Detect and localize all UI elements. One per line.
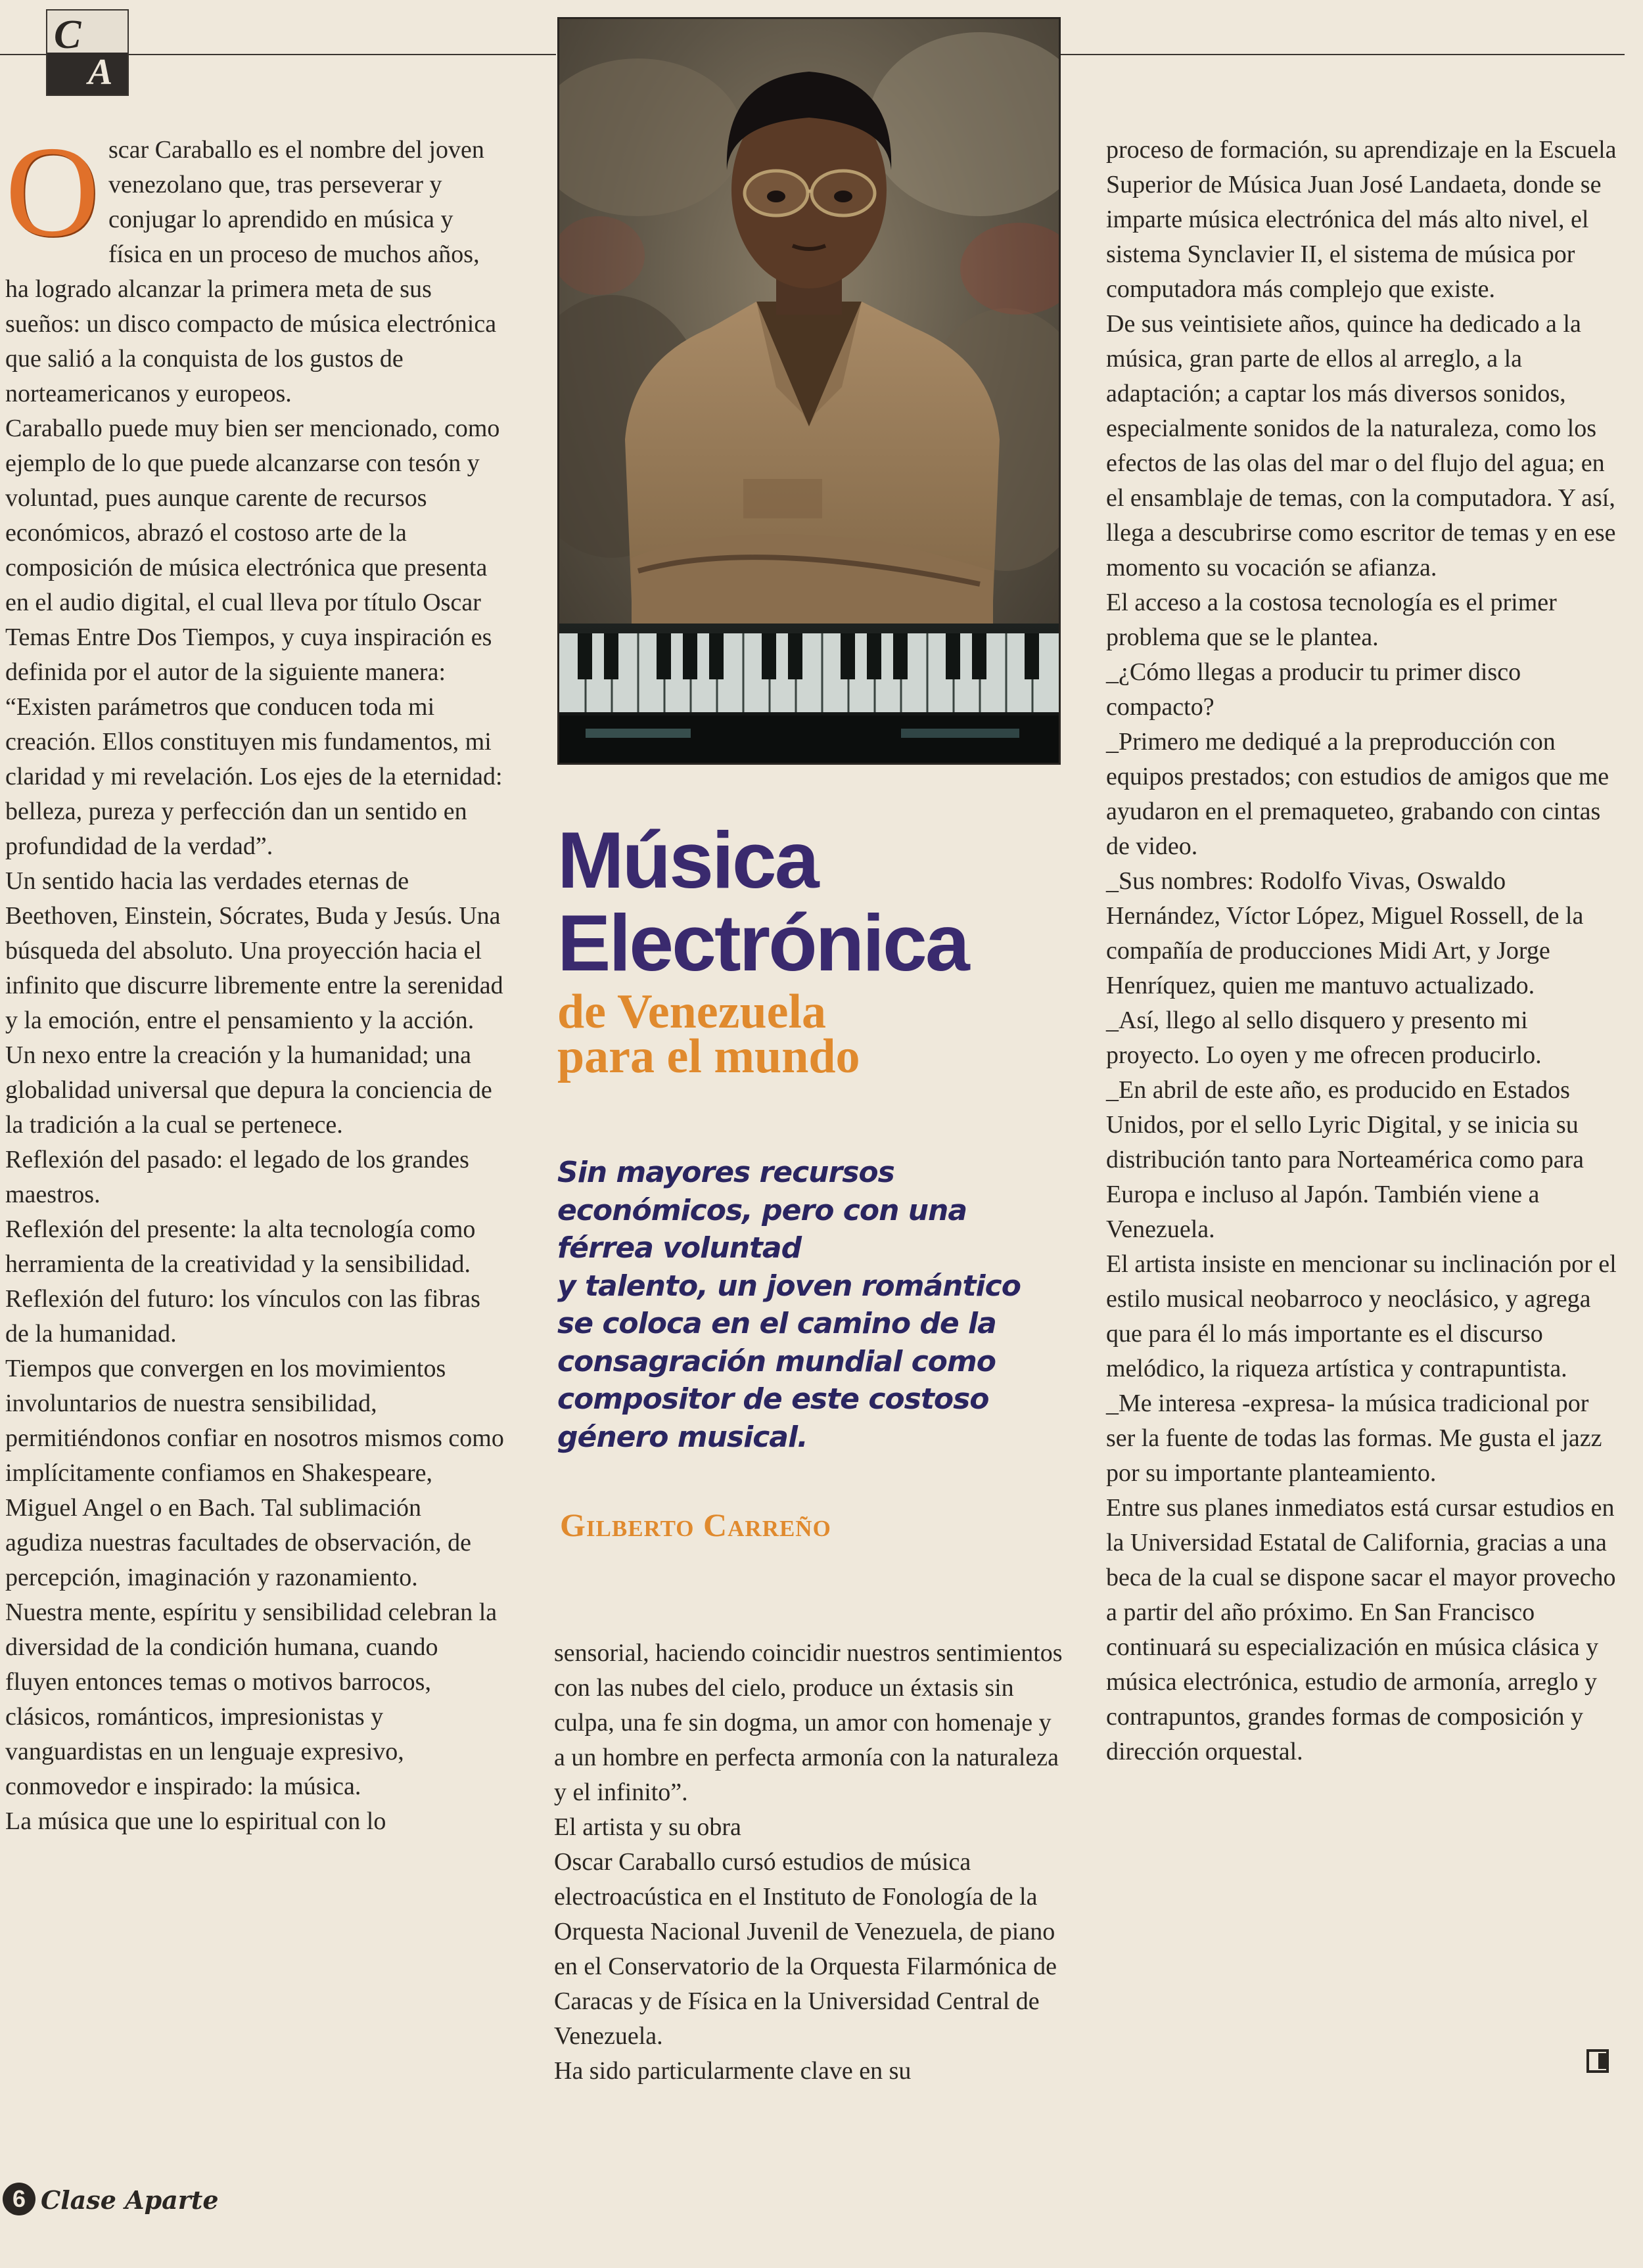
subtitle-line-2: para el mundo <box>557 1030 860 1083</box>
interview-answer: _Primero me dediqué a la preproducción con equipos prestados; con estudios de amigos que me ayudaron en el premaqueteo, grabando con cintas de video. <box>1106 728 1609 860</box>
subtitle-line-1: de Venezuela <box>557 985 827 1039</box>
article-column-3 <box>1106 133 1619 1769</box>
paragraph: “Existen parámetros que conducen toda mi creación. Ellos constituyen mis fundamentos, mi claridad y mi revelación. Los ejes de la eternidad: belleza, pureza y perfección dan un sentido en profundidad de la verdad”. <box>5 693 503 860</box>
paragraph: La música que une lo espiritual con lo <box>5 1807 386 1835</box>
deck-line: económicos, pero con una <box>557 1193 967 1227</box>
paragraph: De sus veintisiete años, quince ha dedicado a la música, gran parte de ellos al arreglo, a la adaptación; a captar los más diversos sonidos, especialmente sonidos de la naturaleza, como los efectos de las olas del mar o del flujo del agua; en el ensamblaje de temas, con la computadora. Y así, llega a descubrirse como escritor de temas y en ese momento su vocación se afianza. <box>1106 310 1616 581</box>
deck-line: férrea voluntad <box>557 1231 802 1265</box>
article-column-2 <box>554 1636 1067 2089</box>
drop-cap: O <box>5 120 99 263</box>
article-subtitle <box>557 985 1057 1083</box>
header-rule-right <box>1059 54 1625 55</box>
paragraph: Caraballo puede muy bien ser mencionado, como ejemplo de lo que puede alcanzarse con tesón y voluntad, pues aunque carente de recursos económicos, abrazó el costoso arte de la composición de música electrónica que presenta en el audio digital, el cual lleva por título Oscar Temas Entre Dos Tiempos, y cuya inspiración es definida por el autor de la siguiente manera: <box>5 415 500 686</box>
paragraph: Reflexión del futuro: los vínculos con las fibras de la humanidad. <box>5 1285 480 1348</box>
interview-question: _¿Cómo llegas a producir tu primer disco compacto? <box>1106 658 1521 721</box>
article-column-1 <box>5 120 505 1839</box>
deck-line: compositor de este costoso <box>557 1382 989 1416</box>
page-number: 6 <box>3 2183 35 2215</box>
paragraph: Entre sus planes inmediatos está cursar estudios en la Universidad Estatal de California, gracias a una beca de la cual se dispone sacar el mayor provecho a partir del año próximo. En San Francisco continuará su especialización en música clásica y música electrónica, estudio de armonía, arreglo y contrapuntos, grandes formas de composición y dirección orquestal. <box>1106 1494 1616 1765</box>
deck-line: Sin mayores recursos <box>557 1156 894 1189</box>
article-title <box>557 815 1057 987</box>
paragraph: El acceso a la costosa tecnología es el primer problema que se le plantea. <box>1106 589 1557 651</box>
article-deck <box>557 1154 1030 1456</box>
deck-line: se coloca en el camino de la <box>557 1307 996 1340</box>
portrait-photo <box>557 17 1061 765</box>
deck-line: consagración mundial como <box>557 1344 996 1378</box>
paragraph: Reflexión del presente: la alta tecnología como herramienta de la creatividad y la sensibilidad. <box>5 1215 476 1278</box>
end-mark-icon <box>1586 2049 1609 2073</box>
paragraph: Un sentido hacia las verdades eternas de Beethoven, Einstein, Sócrates, Buda y Jesús. Una búsqueda del absoluto. Una proyección hacia el infinito que discurre libremente entre la serenidad y la emoción, entre el pensamiento y la acción. Un nexo entre la creación y la humanidad; una globalidad universal que depura la conciencia de la tradición a la cual se pertenece. <box>5 867 503 1139</box>
paragraph: Oscar Caraballo cursó estudios de música electroacústica en el Instituto de Fonología de la Orquesta Nacional Juvenil de Venezuela, de piano en el Conservatorio de la Orquesta Filarmónica de Caracas y de Física en la Universidad Central de Venezuela. <box>554 1848 1057 2050</box>
title-line-2: Electrónica <box>557 898 968 987</box>
magazine-name: Clase Aparte <box>41 2185 219 2215</box>
paragraph: Oscar Caraballo es el nombre del joven venezolano que, tras perseverar y conjugar lo aprendido en música y física en un proceso de muchos años, ha logrado alcanzar la primera meta de sus sueños: un disco compacto de música electrónica que salió a la conquista de los gustos de norteamericanos y europeos. <box>5 120 497 407</box>
section-logo <box>46 9 129 96</box>
header-rule-middle <box>127 54 556 55</box>
header-rule-left <box>0 54 46 55</box>
paragraph: El artista insiste en mencionar su inclinación por el estilo musical neobarroco y neoclásico, y agrega que para él lo más importante es el discurso melódico, la riqueza artística y contrapuntista. <box>1106 1250 1617 1382</box>
paragraph: Nuestra mente, espíritu y sensibilidad celebran la diversidad de la condición humana, cuando fluyen entonces temas o motivos barrocos, clásicos, románticos, impresionistas y vanguardistas en un lenguaje expresivo, conmovedor e inspirado: la música. <box>5 1599 498 1800</box>
title-line-1: Música <box>557 815 818 905</box>
paragraph: sensorial, haciendo coincidir nuestros sentimientos con las nubes del cielo, produce un éxtasis sin culpa, una fe sin dogma, un amor con homenaje y a un hombre en perfecta armonía con la naturaleza y el infinito”. <box>554 1639 1063 1806</box>
section-heading: El artista y su obra <box>554 1813 741 1841</box>
author-byline: Gilberto Carreño <box>560 1507 831 1543</box>
paragraph: proceso de formación, su aprendizaje en la Escuela Superior de Música Juan José Landaeta, donde se imparte música electrónica del más alto nivel, el sistema Synclavier II, el sistema de música por computadora más complejo que existe. <box>1106 136 1617 303</box>
paragraph: Tiempos que convergen en los movimientos involuntarios de nuestra sensibilidad, permitiéndonos confiar en nosotros mismos como implícitamente confiamos en Shakespeare, Miguel Angel o en Bach. Tal sublimación agudiza nuestras facultades de observación, de percepción, imaginación y razonamiento. <box>5 1355 504 1591</box>
interview-answer: _Sus nombres: Rodolfo Vivas, Oswaldo Hernández, Víctor López, Miguel Rossell, de la compañía de producciones Midi Art, y Jorge Henríquez, quien me mantuvo actualizado. <box>1106 867 1584 999</box>
logo-letter-c: C <box>54 12 81 57</box>
interview-answer: _En abril de este año, es producido en Estados Unidos, por el sello Lyric Digital, y se inicia su distribución tanto para Norteamérica como para Europa e incluso al Japón. También viene a Venezuela. <box>1106 1076 1584 1243</box>
paragraph: Reflexión del pasado: el legado de los grandes maestros. <box>5 1146 469 1208</box>
interview-answer: _Me interesa -expresa- la música tradicional por ser la fuente de todas las formas. Me gusta el jazz por su importante planteamiento. <box>1106 1390 1602 1487</box>
deck-line: y talento, un joven romántico <box>557 1269 1021 1303</box>
paragraph: Ha sido particularmente clave en su <box>554 2057 912 2085</box>
deck-line: género musical. <box>557 1420 808 1454</box>
interview-answer: _Así, llego al sello disquero y presento mi proyecto. Lo oyen y me ofrecen producirlo. <box>1106 1007 1542 1069</box>
logo-letter-a: A <box>88 52 113 93</box>
